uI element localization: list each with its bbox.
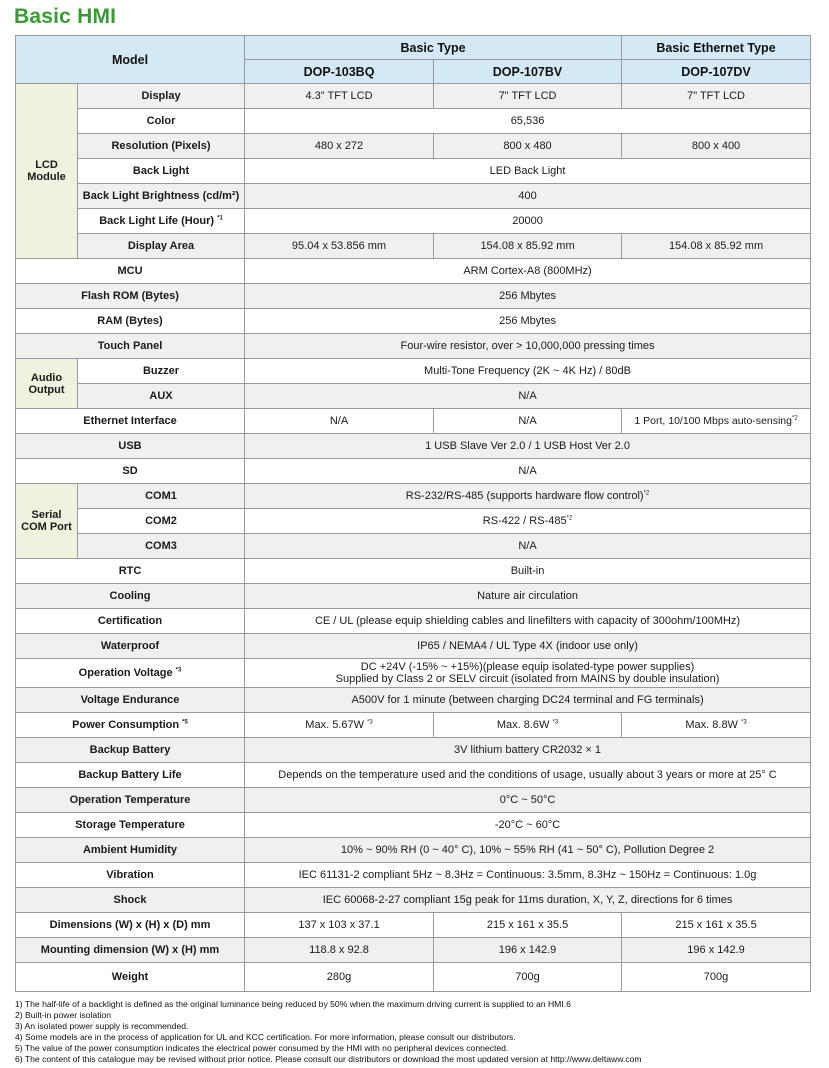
cell-value: IEC 61131-2 compliant 5Hz ~ 8.3Hz = Continuous: 3.5mm, 8.3Hz ~ 150Hz = Continuous: 1.0g <box>245 863 811 888</box>
footnote-marker: *1 <box>217 215 223 222</box>
table-row <box>16 259 811 284</box>
row-label: Ambient Humidity <box>16 838 245 863</box>
row-label: Cooling <box>16 584 245 609</box>
table-row <box>16 659 811 688</box>
cell-value-cell <box>622 713 811 738</box>
cell-value: 7" TFT LCD <box>434 84 622 109</box>
table-row <box>16 963 811 992</box>
row-label: RAM (Bytes) <box>16 309 245 334</box>
row-label: Weight <box>16 963 245 992</box>
basic-ethernet-type-header: Basic Ethernet Type <box>622 36 811 60</box>
cell-value: 154.08 x 85.92 mm <box>434 234 622 259</box>
cell-value-cell <box>245 484 811 509</box>
cell-value: Max. 8.6W <box>496 719 550 731</box>
footnote-marker: *3 <box>175 667 182 674</box>
cell-value: N/A <box>245 384 811 409</box>
cell-value: RS-422 / RS-485 <box>482 515 567 527</box>
row-label: RTC <box>16 559 245 584</box>
cell-value: RS-232/RS-485 (supports hardware flow control) <box>405 490 644 502</box>
footnotes <box>15 999 642 1065</box>
cell-value: 800 x 400 <box>622 134 811 159</box>
cell-value: 0°C ~ 50°C <box>245 788 811 813</box>
cell-value-line: DC +24V (-15% ~ +15%)(please equip isolated-type power supplies) <box>360 661 695 673</box>
cell-value: Nature air circulation <box>245 584 811 609</box>
row-label: Buzzer <box>78 359 245 384</box>
cell-value: 10% ~ 90% RH (0 ~ 40° C), 10% ~ 55% RH (41 ~ 50° C), Pollution Degree 2 <box>245 838 811 863</box>
row-label: COM3 <box>78 534 245 559</box>
table-row <box>16 459 811 484</box>
cell-value: N/A <box>245 534 811 559</box>
row-label: Backup Battery <box>16 738 245 763</box>
table-row <box>16 359 811 384</box>
table-row <box>16 334 811 359</box>
table-row <box>16 938 811 963</box>
footnote: 5) The value of the power consumption indicates the electrical power consumed by the HMI with no peripheral devices connected. <box>15 1043 509 1053</box>
table-row <box>16 913 811 938</box>
cell-value: 3V lithium battery CR2032 × 1 <box>245 738 811 763</box>
footnote-marker: *2 <box>643 490 650 497</box>
model-name: DOP-107BV <box>434 60 622 84</box>
footnote-marker: *2 <box>566 515 573 522</box>
cell-value-cell <box>434 713 622 738</box>
row-label: Voltage Endurance <box>16 688 245 713</box>
cell-value: 65,536 <box>245 109 811 134</box>
cell-value-cell <box>245 659 811 688</box>
row-label: Flash ROM (Bytes) <box>16 284 245 309</box>
cell-value: 700g <box>434 963 622 992</box>
basic-type-header: Basic Type <box>245 36 622 60</box>
row-label: Dimensions (W) x (H) x (D) mm <box>16 913 245 938</box>
row-label: USB <box>16 434 245 459</box>
table-row <box>16 84 811 109</box>
row-label: Ethernet Interface <box>16 409 245 434</box>
table-row <box>16 634 811 659</box>
table-row <box>16 788 811 813</box>
cell-value: 118.8 x 92.8 <box>245 938 434 963</box>
row-label: COM1 <box>78 484 245 509</box>
cell-value: Built-in <box>245 559 811 584</box>
cell-value: 20000 <box>245 209 811 234</box>
row-label: Storage Temperature <box>16 813 245 838</box>
table-row <box>16 863 811 888</box>
cell-value: ARM Cortex-A8 (800MHz) <box>245 259 811 284</box>
cell-value: 256 Mbytes <box>245 309 811 334</box>
row-label: COM2 <box>78 509 245 534</box>
row-label: SD <box>16 459 245 484</box>
cell-value: CE / UL (please equip shielding cables and linefilters with capacity of 300ohm/100MHz) <box>245 609 811 634</box>
group-label-lcd: LCD Module <box>16 84 78 259</box>
cell-value: Max. 5.67W <box>305 719 364 731</box>
row-label-cell <box>78 209 245 234</box>
table-row <box>16 484 811 509</box>
table-row <box>16 763 811 788</box>
table-row <box>16 284 811 309</box>
cell-value: 196 x 142.9 <box>434 938 622 963</box>
table-row <box>16 309 811 334</box>
table-row <box>16 813 811 838</box>
row-label: Operation Temperature <box>16 788 245 813</box>
header-row <box>16 36 811 60</box>
group-label-serial: Serial COM Port <box>16 484 78 559</box>
footnote-marker: *5 <box>182 719 188 726</box>
cell-value: 256 Mbytes <box>245 284 811 309</box>
footnote-marker: *2 <box>792 415 798 422</box>
cell-value-line: Supplied by Class 2 or SELV circuit (isolated from MAINS by double insulation) <box>335 673 720 685</box>
row-label: Operation Voltage <box>78 667 173 679</box>
table-row <box>16 234 811 259</box>
cell-value: 480 x 272 <box>245 134 434 159</box>
row-label: AUX <box>78 384 245 409</box>
cell-value: 196 x 142.9 <box>622 938 811 963</box>
cell-value-cell <box>245 713 434 738</box>
cell-value: 1 USB Slave Ver 2.0 / 1 USB Host Ver 2.0 <box>245 434 811 459</box>
cell-value: 215 x 161 x 35.5 <box>434 913 622 938</box>
model-name: DOP-107DV <box>622 60 811 84</box>
cell-value: LED Back Light <box>245 159 811 184</box>
footnote: 4) Some models are in the process of application for UL and KCC certification. For more information, please consult our distributors. <box>15 1032 516 1042</box>
table-row <box>16 559 811 584</box>
row-label: Shock <box>16 888 245 913</box>
footnote-marker: *3 <box>367 719 373 726</box>
footnote-marker: *3 <box>741 719 747 726</box>
row-label-cell <box>16 713 245 738</box>
row-label: Back Light Life (Hour) <box>99 215 215 227</box>
row-label: Display <box>78 84 245 109</box>
cell-value: 800 x 480 <box>434 134 622 159</box>
table-row <box>16 184 811 209</box>
table-row <box>16 134 811 159</box>
row-label: Back Light <box>78 159 245 184</box>
cell-value: Max. 8.8W <box>685 719 738 731</box>
cell-value: N/A <box>434 409 622 434</box>
row-label: Mounting dimension (W) x (H) mm <box>16 938 245 963</box>
cell-value: 280g <box>245 963 434 992</box>
row-label: MCU <box>16 259 245 284</box>
table-row <box>16 434 811 459</box>
cell-value-cell <box>622 409 811 434</box>
cell-value: 154.08 x 85.92 mm <box>622 234 811 259</box>
cell-value: N/A <box>245 409 434 434</box>
table-row <box>16 409 811 434</box>
page-title: Basic HMI <box>14 5 117 28</box>
table-row <box>16 609 811 634</box>
cell-value: 137 x 103 x 37.1 <box>245 913 434 938</box>
row-label: Waterproof <box>16 634 245 659</box>
row-label: Certification <box>16 609 245 634</box>
cell-value: 4.3" TFT LCD <box>245 84 434 109</box>
cell-value: IP65 / NEMA4 / UL Type 4X (indoor use only) <box>245 634 811 659</box>
row-label: Resolution (Pixels) <box>78 134 245 159</box>
table-row <box>16 384 811 409</box>
footnote: 3) An isolated power supply is recommended. <box>15 1021 189 1031</box>
cell-value: 215 x 161 x 35.5 <box>622 913 811 938</box>
cell-value: Four-wire resistor, over > 10,000,000 pressing times <box>245 334 811 359</box>
cell-value: Depends on the temperature used and the conditions of usage, usually about 3 years or more at 25° C <box>245 763 811 788</box>
cell-value: -20°C ~ 60°C <box>245 813 811 838</box>
table-row <box>16 584 811 609</box>
table-row <box>16 888 811 913</box>
footnote: 1) The half-life of a backlight is defined as the original luminance being reduced by 50% when the maximum driving current is supplied to an HMI.6 <box>15 999 571 1009</box>
cell-value: 7" TFT LCD <box>622 84 811 109</box>
table-row <box>16 688 811 713</box>
table-row <box>16 209 811 234</box>
cell-value: N/A <box>245 459 811 484</box>
cell-value: IEC 60068-2-27 compliant 15g peak for 11ms duration, X, Y, Z, directions for 6 times <box>245 888 811 913</box>
cell-value: 400 <box>245 184 811 209</box>
table-row <box>16 109 811 134</box>
row-label-cell <box>16 659 245 688</box>
row-label: Power Consumption <box>72 719 180 731</box>
model-header: Model <box>16 36 245 84</box>
cell-value: 700g <box>622 963 811 992</box>
table-row <box>16 738 811 763</box>
cell-value: A500V for 1 minute (between charging DC24 terminal and FG terminals) <box>245 688 811 713</box>
row-label: Color <box>78 109 245 134</box>
cell-value-cell <box>245 509 811 534</box>
row-label: Back Light Brightness (cd/m²) <box>78 184 245 209</box>
table-row <box>16 713 811 738</box>
table-row <box>16 509 811 534</box>
row-label: Backup Battery Life <box>16 763 245 788</box>
cell-value: 1 Port, 10/100 Mbps auto-sensing <box>634 415 792 427</box>
row-label: Touch Panel <box>16 334 245 359</box>
table-row <box>16 534 811 559</box>
cell-value: 95.04 x 53.856 mm <box>245 234 434 259</box>
table-row <box>16 838 811 863</box>
group-label-audio: Audio Output <box>16 359 78 409</box>
spec-table <box>15 35 811 992</box>
model-name: DOP-103BQ <box>245 60 434 84</box>
row-label: Display Area <box>78 234 245 259</box>
footnote-marker: *3 <box>552 719 559 726</box>
footnote: 2) Built-in power isolation <box>15 1010 112 1020</box>
row-label: Vibration <box>16 863 245 888</box>
footnote: 6) The content of this catalogue may be revised without prior notice. Please consult our distributors or download the most updated version at http://www.deltaww.com <box>15 1054 642 1064</box>
table-row <box>16 159 811 184</box>
cell-value: Multi-Tone Frequency (2K ~ 4K Hz) / 80dB <box>245 359 811 384</box>
